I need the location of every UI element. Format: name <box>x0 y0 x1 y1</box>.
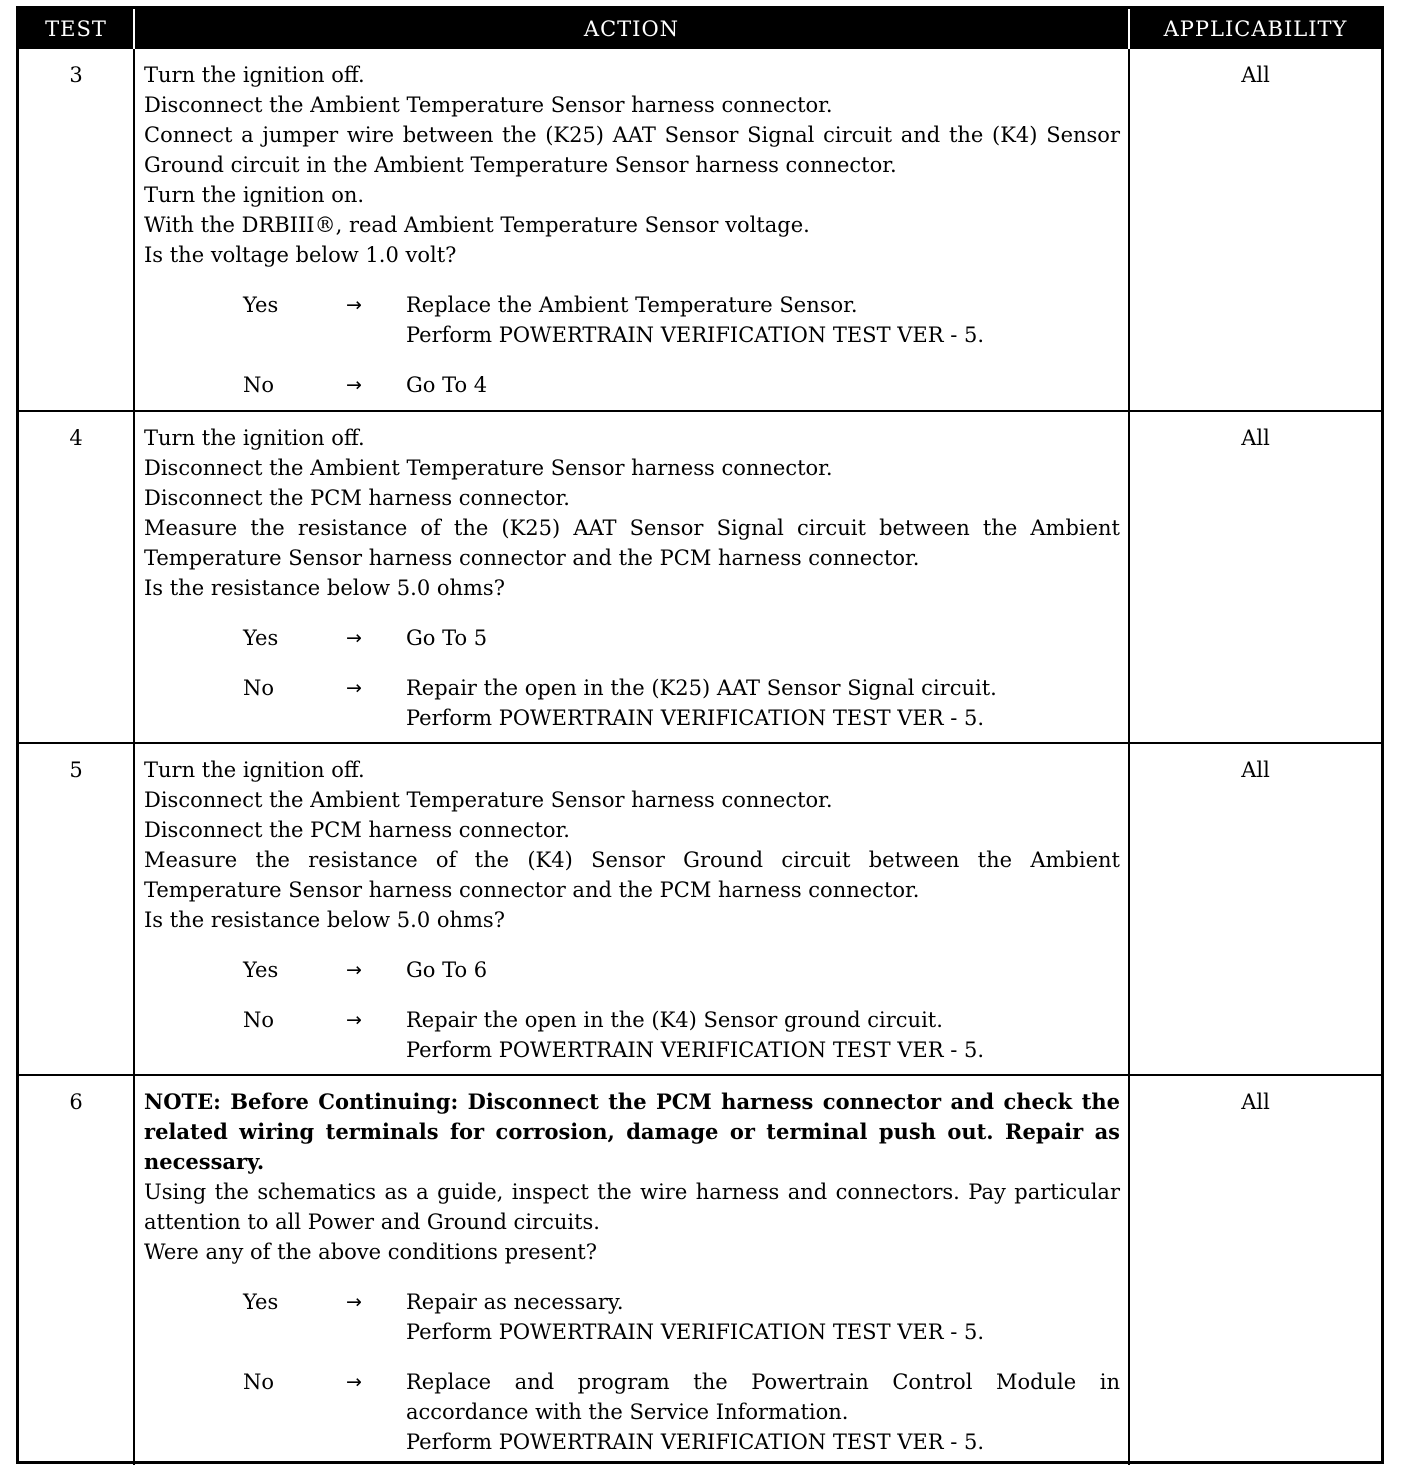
test-number: 3 <box>69 63 83 87</box>
yes-branch-label: Yes <box>243 1290 279 1314</box>
action-cell <box>134 49 1129 411</box>
action-step: Disconnect the PCM harness connector. <box>144 486 570 510</box>
no-branch <box>144 1005 1120 1065</box>
test-number-cell <box>19 743 134 1075</box>
yes-branch-result <box>406 623 1120 653</box>
no-branch-result-line: Repair the open in the (K4) Sensor ground circuit. <box>406 1008 943 1032</box>
action-step: Turn the ignition off. <box>144 426 365 450</box>
yes-branch <box>144 623 1120 653</box>
table-row <box>19 743 1381 1075</box>
applicability-cell <box>1129 411 1381 743</box>
table-header-row <box>19 9 1381 49</box>
table-row <box>19 411 1381 743</box>
action-step: Measure the resistance of the (K4) Sensor Ground circuit between the Ambient Temperature Sensor harness connector and the PCM harness connector. <box>144 848 1120 902</box>
action-step: With the DRBIII®, read Ambient Temperature Sensor voltage. <box>144 213 810 237</box>
action-step: Turn the ignition off. <box>144 63 365 87</box>
yes-branch <box>144 290 1120 350</box>
right-arrow-icon: → <box>346 374 362 396</box>
test-number: 6 <box>69 1090 83 1114</box>
no-branch-result-line: Perform POWERTRAIN VERIFICATION TEST VER - 5. <box>406 706 985 730</box>
no-branch-label: No <box>243 1008 275 1032</box>
yes-branch-result-line: Go To 6 <box>406 958 488 982</box>
yes-branch-label: Yes <box>243 293 279 317</box>
action-step: Were any of the above conditions present? <box>144 1240 597 1264</box>
test-number-cell <box>19 49 134 411</box>
right-arrow-icon: → <box>346 959 362 981</box>
yes-branch-result-line: Go To 5 <box>406 626 488 650</box>
table-row <box>19 1075 1381 1465</box>
table-row <box>19 49 1381 411</box>
test-number: 4 <box>69 426 83 450</box>
diagnostic-test-table-frame <box>16 6 1384 1464</box>
applicability-value: All <box>1241 426 1270 450</box>
action-step: Is the voltage below 1.0 volt? <box>144 243 457 267</box>
header-action: ACTION <box>134 9 1129 49</box>
action-step: Turn the ignition off. <box>144 758 365 782</box>
header-test: TEST <box>19 9 134 49</box>
action-step: Using the schematics as a guide, inspect the wire harness and connectors. Pay particular attention to all Power and Ground circuits. <box>144 1180 1120 1234</box>
no-branch-label: No <box>243 1370 275 1394</box>
action-step: Connect a jumper wire between the (K25) AAT Sensor Signal circuit and the (K4) Sensor Ground circuit in the Ambient Temperature Sensor harness connector. <box>144 123 1120 177</box>
applicability-value: All <box>1241 758 1270 782</box>
no-branch <box>144 1367 1120 1457</box>
no-branch <box>144 370 1120 400</box>
no-branch-result <box>406 1005 1120 1065</box>
action-cell <box>134 1075 1129 1465</box>
right-arrow-icon: → <box>346 294 362 316</box>
yes-branch-result <box>406 1287 1120 1347</box>
right-arrow-icon: → <box>346 1371 362 1393</box>
no-branch-result <box>406 1367 1120 1457</box>
action-step: Disconnect the PCM harness connector. <box>144 818 570 842</box>
test-number-cell <box>19 411 134 743</box>
no-branch-result-line: Perform POWERTRAIN VERIFICATION TEST VER - 5. <box>406 1430 985 1454</box>
right-arrow-icon: → <box>346 677 362 699</box>
no-branch-label: No <box>243 676 275 700</box>
right-arrow-icon: → <box>346 1291 362 1313</box>
applicability-value: All <box>1241 63 1270 87</box>
action-step: Disconnect the Ambient Temperature Sensor harness connector. <box>144 788 833 812</box>
no-branch-result <box>406 673 1120 733</box>
yes-branch-result-line: Perform POWERTRAIN VERIFICATION TEST VER - 5. <box>406 1320 985 1344</box>
yes-branch <box>144 1287 1120 1347</box>
action-step: Is the resistance below 5.0 ohms? <box>144 908 505 932</box>
no-branch-result-line: Go To 4 <box>406 373 488 397</box>
no-branch-result-line: Repair the open in the (K25) AAT Sensor Signal circuit. <box>406 676 997 700</box>
yes-branch-result-line: Replace the Ambient Temperature Sensor. <box>406 293 858 317</box>
action-step: Disconnect the Ambient Temperature Sensor harness connector. <box>144 456 833 480</box>
yes-branch-result <box>406 955 1120 985</box>
yes-branch-result-line: Repair as necessary. <box>406 1290 624 1314</box>
header-applicability: APPLICABILITY <box>1129 9 1381 49</box>
yes-branch-result <box>406 290 1120 350</box>
no-branch-result <box>406 370 1120 400</box>
test-number: 5 <box>69 758 83 782</box>
test-number-cell <box>19 1075 134 1465</box>
no-branch-label: No <box>243 373 275 397</box>
action-cell <box>134 411 1129 743</box>
yes-branch-label: Yes <box>243 958 279 982</box>
no-branch-result-line: Perform POWERTRAIN VERIFICATION TEST VER - 5. <box>406 1038 985 1062</box>
applicability-cell <box>1129 743 1381 1075</box>
yes-branch-result-line: Perform POWERTRAIN VERIFICATION TEST VER - 5. <box>406 323 985 347</box>
no-branch <box>144 673 1120 733</box>
no-branch-result-line: Replace and program the Powertrain Control Module in accordance with the Service Information. <box>406 1370 1120 1424</box>
applicability-cell <box>1129 1075 1381 1465</box>
action-step: Disconnect the Ambient Temperature Sensor harness connector. <box>144 93 833 117</box>
action-step: Is the resistance below 5.0 ohms? <box>144 576 505 600</box>
yes-branch <box>144 955 1120 985</box>
diagnostic-test-table <box>19 9 1381 1465</box>
yes-branch-label: Yes <box>243 626 279 650</box>
action-cell <box>134 743 1129 1075</box>
action-note: NOTE: Before Continuing: Disconnect the PCM harness connector and check the related wiring terminals for corrosion, damage or terminal push out. Repair as necessary. <box>144 1089 1120 1174</box>
applicability-cell <box>1129 49 1381 411</box>
right-arrow-icon: → <box>346 627 362 649</box>
action-step: Turn the ignition on. <box>144 183 365 207</box>
applicability-value: All <box>1241 1090 1270 1114</box>
action-step: Measure the resistance of the (K25) AAT Sensor Signal circuit between the Ambient Temperature Sensor harness connector and the PCM harness connector. <box>144 516 1120 570</box>
right-arrow-icon: → <box>346 1009 362 1031</box>
